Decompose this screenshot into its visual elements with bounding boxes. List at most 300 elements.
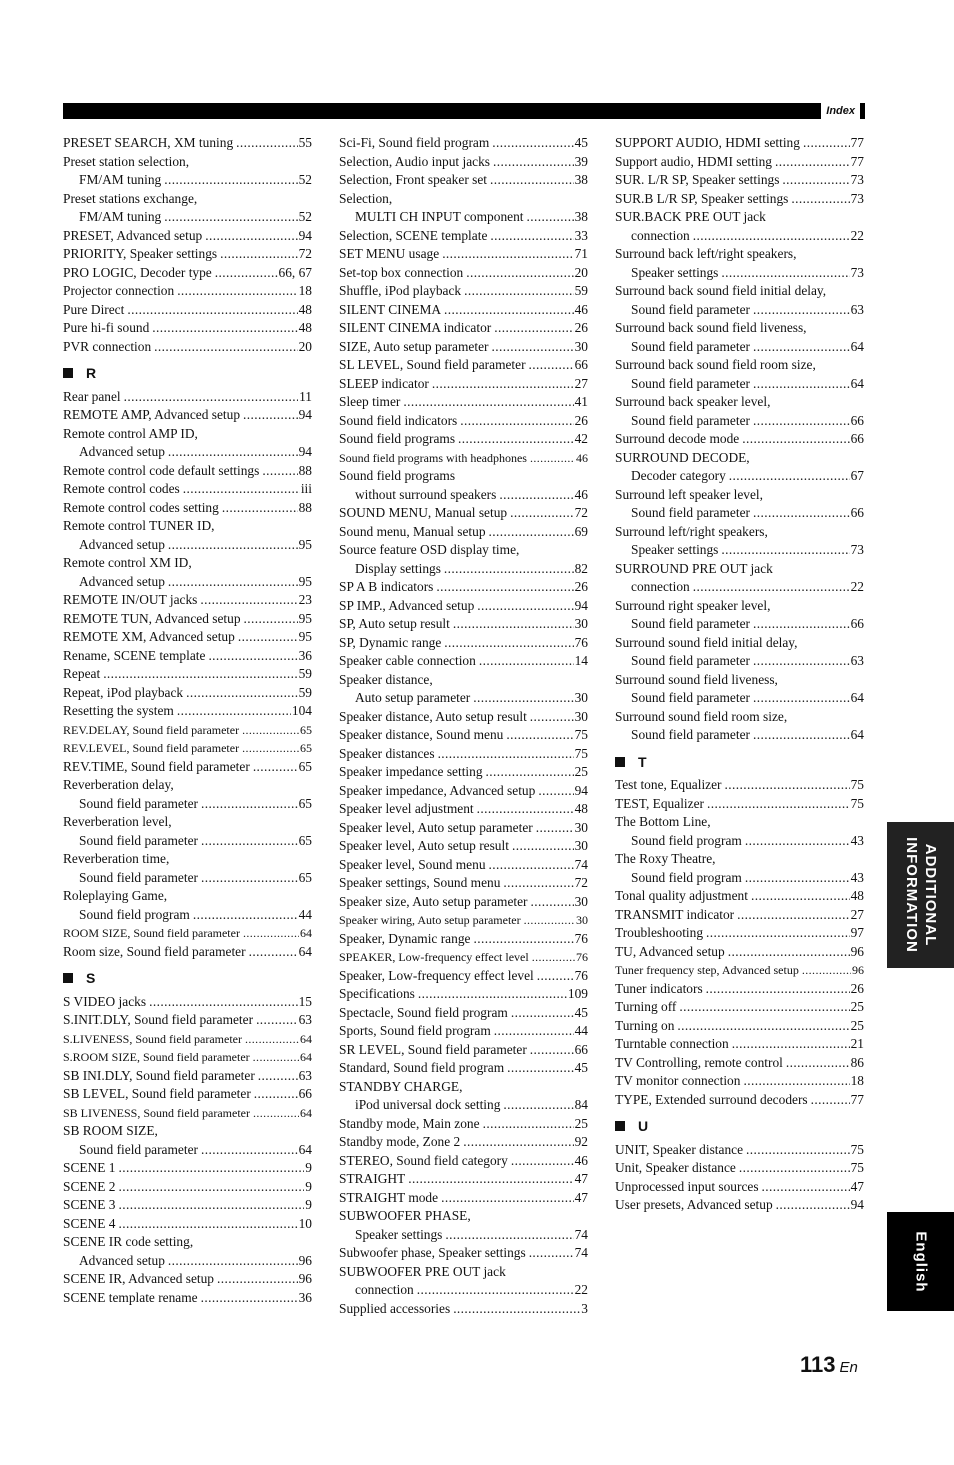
index-entry-page[interactable]: 30 bbox=[576, 913, 588, 927]
index-entry bbox=[63, 301, 312, 320]
index-entry-page[interactable]: 30 bbox=[574, 893, 588, 909]
dot-leader bbox=[530, 1041, 574, 1060]
index-entry-text: Specifications bbox=[339, 986, 415, 1001]
index-entry-page[interactable]: 48 bbox=[850, 888, 864, 903]
index-entry-page[interactable]: 46 bbox=[574, 1152, 588, 1168]
index-entry-page[interactable]: 30 bbox=[574, 708, 588, 724]
index-entry-page[interactable]: 95 bbox=[298, 629, 312, 644]
index-entry-page[interactable]: 45 bbox=[574, 1004, 588, 1020]
index-entry-text: Advanced setup bbox=[79, 536, 165, 552]
index-entry bbox=[339, 282, 588, 301]
index-entry-page[interactable]: 71 bbox=[574, 246, 588, 261]
index-entry-text: Speaker cable connection bbox=[339, 653, 476, 668]
index-entry bbox=[615, 393, 864, 412]
index-entry-page[interactable]: 20 bbox=[298, 338, 312, 354]
index-entry bbox=[339, 1170, 588, 1189]
index-entry-text: Subwoofer phase, Speaker settings bbox=[339, 1245, 526, 1260]
dot-leader bbox=[442, 245, 573, 264]
index-entry-page[interactable]: 63 bbox=[850, 653, 864, 668]
index-entry-page[interactable]: 39 bbox=[574, 153, 588, 169]
index-entry-page[interactable]: 64 bbox=[300, 926, 312, 940]
index-entry-text: SR LEVEL, Sound field parameter bbox=[339, 1041, 527, 1057]
index-entry bbox=[339, 338, 588, 357]
index-entry bbox=[615, 467, 864, 486]
dot-leader bbox=[418, 985, 567, 1004]
index-entry-text: iPod universal dock setting bbox=[355, 1097, 501, 1112]
index-entry-text: SL LEVEL, Sound field parameter bbox=[339, 357, 526, 372]
index-entry bbox=[339, 1022, 588, 1041]
index-entry-page[interactable]: 75 bbox=[574, 727, 588, 742]
index-entry-page[interactable]: 59 bbox=[298, 684, 312, 700]
dot-leader bbox=[262, 462, 297, 481]
index-entry bbox=[615, 208, 864, 227]
index-entry-page[interactable]: 95 bbox=[298, 573, 312, 589]
index-entry-page[interactable]: 72 bbox=[574, 875, 588, 890]
index-entry-page[interactable]: 65 bbox=[298, 869, 312, 885]
dot-leader bbox=[782, 171, 849, 190]
dot-leader bbox=[215, 264, 278, 283]
index-entry-page[interactable]: 64 bbox=[300, 1105, 312, 1120]
index-entry-page[interactable]: 74 bbox=[574, 1245, 588, 1260]
heading-square-icon bbox=[615, 757, 625, 767]
index-entry-page[interactable]: 74 bbox=[574, 856, 588, 872]
index-entry-page[interactable]: 43 bbox=[850, 832, 864, 848]
dot-leader bbox=[729, 467, 850, 486]
index-entry-page[interactable]: 94 bbox=[298, 227, 312, 243]
index-entry-page[interactable]: 30 bbox=[574, 616, 588, 631]
dot-leader bbox=[168, 536, 298, 555]
index-entry-text: Remote control code default settings bbox=[63, 462, 260, 478]
index-entry-page[interactable]: 59 bbox=[298, 666, 312, 681]
index-entry bbox=[615, 301, 864, 320]
index-entry-text: Sound field parameter bbox=[631, 338, 750, 354]
index-entry bbox=[615, 1054, 864, 1073]
index-entry-page[interactable]: 66 bbox=[574, 1041, 588, 1057]
dot-leader bbox=[489, 523, 574, 542]
index-entry-page[interactable]: 96 bbox=[852, 963, 864, 977]
index-entry bbox=[615, 190, 864, 209]
index-entry-page[interactable]: 97 bbox=[850, 925, 864, 940]
index-entry-page[interactable]: 65 bbox=[298, 758, 312, 774]
dot-leader bbox=[168, 1252, 298, 1271]
index-entry-page[interactable]: 38 bbox=[574, 172, 588, 187]
index-entry-text: Sound field parameter bbox=[631, 375, 750, 391]
index-entry-text: SP, Auto setup result bbox=[339, 616, 450, 631]
dot-leader bbox=[503, 874, 573, 893]
index-entry-page[interactable]: 33 bbox=[574, 227, 588, 243]
dot-leader bbox=[786, 1054, 850, 1073]
index-entry-page[interactable]: 64 bbox=[300, 1050, 312, 1064]
dot-leader bbox=[473, 930, 573, 949]
index-entry-page[interactable]: 11 bbox=[299, 388, 312, 404]
index-entry-page[interactable]: 75 bbox=[850, 795, 864, 811]
index-entry-page[interactable]: 77 bbox=[850, 153, 864, 169]
index-entry-page[interactable]: 94 bbox=[298, 444, 312, 459]
index-entry bbox=[339, 393, 588, 412]
index-entry-page[interactable]: 15 bbox=[298, 993, 312, 1009]
index-entry-page[interactable]: 46 bbox=[574, 486, 588, 502]
index-entry-text: PRESET, Advanced setup bbox=[63, 227, 203, 243]
index-entry-page[interactable]: 66 bbox=[850, 505, 864, 520]
index-entry-page[interactable]: 64 bbox=[300, 1031, 312, 1046]
index-entry-page[interactable]: 10 bbox=[298, 1215, 312, 1231]
index-entry-page[interactable]: 63 bbox=[298, 1067, 312, 1083]
index-entry bbox=[63, 721, 312, 740]
index-entry-page[interactable]: 42 bbox=[574, 431, 588, 446]
index-entry bbox=[615, 523, 864, 542]
index-entry bbox=[339, 375, 588, 394]
index-entry-page[interactable]: 75 bbox=[574, 745, 588, 761]
index-entry bbox=[339, 745, 588, 764]
index-entry-text: SUBWOOFER PRE OUT jack bbox=[339, 1263, 506, 1279]
index-entry-page[interactable]: 52 bbox=[298, 172, 312, 187]
index-entry-page[interactable]: 30 bbox=[574, 338, 588, 354]
index-entry-text: Sound field parameter bbox=[79, 869, 198, 885]
index-entry-page[interactable]: 65 bbox=[298, 795, 312, 811]
index-entry-text: SB LEVEL, Sound field parameter bbox=[63, 1086, 251, 1101]
heading-letter: T bbox=[638, 753, 647, 770]
index-entry bbox=[339, 245, 588, 264]
index-entry-text: FM/AM tuning bbox=[79, 209, 162, 224]
index-entry-page[interactable]: 22 bbox=[850, 579, 864, 594]
index-entry-page[interactable]: 48 bbox=[298, 320, 312, 335]
dot-leader bbox=[464, 282, 573, 301]
index-entry-text: Display settings bbox=[355, 560, 441, 576]
dot-leader bbox=[530, 708, 574, 727]
index-column-3 bbox=[615, 134, 864, 1215]
index-entry bbox=[63, 1011, 312, 1030]
index-entry-page[interactable]: 30 bbox=[574, 690, 588, 705]
index-entry-page[interactable]: 76 bbox=[574, 634, 588, 650]
index-entry-page[interactable]: 67 bbox=[850, 468, 864, 483]
index-entry bbox=[615, 171, 864, 190]
index-entry-text: SUPPORT AUDIO, HDMI setting bbox=[615, 135, 800, 150]
index-entry-page[interactable]: 27 bbox=[574, 375, 588, 391]
index-entry-text: Pure Direct bbox=[63, 301, 125, 317]
index-entry-page[interactable]: 76 bbox=[574, 930, 588, 946]
index-entry-page[interactable]: 77 bbox=[850, 1091, 864, 1107]
index-entry-page[interactable]: 25 bbox=[574, 764, 588, 779]
side-tab-info-line-2: INFORMATION bbox=[902, 837, 920, 953]
dot-leader bbox=[728, 943, 850, 962]
index-entry bbox=[63, 610, 312, 629]
index-entry-text: Unit, Speaker distance bbox=[615, 1160, 736, 1175]
index-entry-page[interactable]: 95 bbox=[298, 610, 312, 626]
index-entry-page[interactable]: 94 bbox=[298, 407, 312, 422]
index-entry-page[interactable]: 73 bbox=[850, 172, 864, 187]
index-entry-page[interactable]: 9 bbox=[305, 1178, 312, 1194]
index-entry bbox=[339, 652, 588, 671]
index-entry-page[interactable]: 36 bbox=[298, 1289, 312, 1305]
dot-leader bbox=[524, 911, 575, 930]
index-entry-page[interactable]: 66 bbox=[850, 431, 864, 446]
index-entry-page[interactable]: 48 bbox=[298, 301, 312, 317]
index-entry-page[interactable]: 94 bbox=[850, 1197, 864, 1212]
index-entry-text: Sound menu, Manual setup bbox=[339, 523, 486, 539]
dot-leader bbox=[244, 610, 298, 629]
index-entry-page[interactable]: 47 bbox=[574, 1171, 588, 1186]
index-section-heading bbox=[63, 969, 312, 988]
index-entry-page[interactable]: 26 bbox=[574, 320, 588, 335]
index-entry-page[interactable]: 26 bbox=[574, 579, 588, 594]
index-entry-text: SCENE 1 bbox=[63, 1160, 116, 1175]
index-entry-page[interactable]: 3 bbox=[581, 1300, 588, 1316]
index-entry-page[interactable]: 41 bbox=[574, 394, 588, 409]
dot-leader bbox=[512, 837, 574, 856]
index-entry-page[interactable]: 75 bbox=[850, 777, 864, 792]
index-entry bbox=[615, 578, 864, 597]
index-entry-text: Source feature OSD display time, bbox=[339, 542, 520, 557]
dot-leader bbox=[483, 1115, 574, 1134]
index-entry-text: SCENE 4 bbox=[63, 1215, 116, 1231]
index-entry-text: Sound field indicators bbox=[339, 412, 458, 428]
index-entry-page[interactable]: 96 bbox=[298, 1252, 312, 1268]
index-entry-page[interactable]: 73 bbox=[850, 264, 864, 280]
index-entry-page[interactable]: 64 bbox=[850, 727, 864, 742]
index-entry-page[interactable]: 18 bbox=[298, 283, 312, 298]
index-entry-page[interactable]: 92 bbox=[574, 1134, 588, 1149]
index-entry-text: Selection, Audio input jacks bbox=[339, 153, 490, 169]
heading-letter: R bbox=[86, 365, 97, 381]
dot-leader bbox=[118, 1215, 297, 1234]
index-entry-page[interactable]: 94 bbox=[574, 597, 588, 613]
index-entry bbox=[615, 1035, 864, 1054]
dot-leader bbox=[479, 652, 574, 671]
index-entry-page[interactable]: 94 bbox=[574, 782, 588, 798]
index-entry-page[interactable]: 23 bbox=[298, 592, 312, 607]
index-entry-text: Support audio, HDMI setting bbox=[615, 153, 772, 169]
dot-leader bbox=[486, 763, 574, 782]
index-entry-page[interactable]: 63 bbox=[298, 1012, 312, 1027]
index-entry-page[interactable]: 84 bbox=[574, 1097, 588, 1112]
index-entry bbox=[615, 726, 864, 745]
index-entry bbox=[339, 1041, 588, 1060]
index-entry-page[interactable]: 65 bbox=[300, 722, 312, 737]
index-entry bbox=[339, 948, 588, 967]
index-entry bbox=[63, 1030, 312, 1049]
index-entry-page[interactable]: 72 bbox=[298, 246, 312, 261]
index-entry-page[interactable]: 63 bbox=[850, 301, 864, 317]
index-entry-text: Selection, SCENE template bbox=[339, 227, 488, 243]
index-entry-text: Speaker level adjustment bbox=[339, 801, 474, 816]
dot-leader bbox=[201, 832, 298, 851]
index-entry bbox=[615, 282, 864, 301]
dot-leader bbox=[529, 1244, 574, 1263]
index-entry-text: Reverberation delay, bbox=[63, 777, 174, 792]
index-entry-text: REMOTE IN/OUT jacks bbox=[63, 592, 198, 607]
index-entry-text: Repeat, iPod playback bbox=[63, 684, 184, 700]
index-entry bbox=[63, 1215, 312, 1234]
index-entry-page[interactable]: 95 bbox=[298, 536, 312, 552]
index-entry-page[interactable]: 96 bbox=[850, 943, 864, 959]
dot-leader bbox=[753, 689, 850, 708]
index-entry-page[interactable]: 25 bbox=[850, 1017, 864, 1033]
index-entry-page[interactable]: 25 bbox=[850, 999, 864, 1014]
index-entry-page[interactable]: 66 bbox=[850, 412, 864, 428]
side-tab-additional-information bbox=[887, 822, 954, 968]
index-entry-text: SUR.BACK PRE OUT jack bbox=[615, 209, 766, 224]
index-entry-page[interactable]: 76 bbox=[574, 967, 588, 983]
index-entry-page[interactable]: 82 bbox=[574, 560, 588, 576]
index-entry bbox=[615, 227, 864, 246]
index-entry-page[interactable]: 77 bbox=[850, 135, 864, 150]
index-entry-text: SURROUND DECODE, bbox=[615, 449, 750, 465]
index-entry-text: Speaker settings bbox=[631, 542, 719, 557]
index-entry-page[interactable]: 109 bbox=[567, 986, 588, 1001]
index-entry-page[interactable]: 64 bbox=[298, 1141, 312, 1157]
index-entry-page[interactable]: 73 bbox=[850, 542, 864, 557]
index-entry-text: Test tone, Equalizer bbox=[615, 777, 722, 792]
heading-letter: S bbox=[86, 970, 96, 986]
index-entry-page[interactable]: 52 bbox=[298, 209, 312, 224]
index-entry-page[interactable]: 36 bbox=[298, 647, 312, 663]
index-entry-page[interactable]: 64 bbox=[850, 338, 864, 354]
index-entry bbox=[63, 850, 312, 869]
index-entry-text: Surround back sound field liveness, bbox=[615, 320, 807, 335]
index-entry-page[interactable]: 88 bbox=[298, 499, 312, 515]
index-entry-page[interactable]: 74 bbox=[574, 1226, 588, 1242]
index-entry-page[interactable]: 9 bbox=[305, 1160, 312, 1175]
dot-leader bbox=[693, 227, 850, 246]
index-entry-page[interactable]: 73 bbox=[850, 190, 864, 206]
index-entry-page[interactable]: 47 bbox=[574, 1189, 588, 1205]
index-entry bbox=[339, 1281, 588, 1300]
index-entry-page[interactable]: 64 bbox=[850, 690, 864, 705]
index-entry-page[interactable]: 45 bbox=[574, 135, 588, 150]
index-entry-page[interactable]: 38 bbox=[574, 209, 588, 224]
index-entry bbox=[339, 837, 588, 856]
index-entry-page[interactable]: 27 bbox=[850, 906, 864, 922]
index-entry-text: Remote control AMP ID, bbox=[63, 425, 198, 441]
index-entry-text: Advanced setup bbox=[79, 573, 165, 589]
index-entry-page[interactable]: 55 bbox=[298, 135, 312, 150]
index-entry-page[interactable]: 14 bbox=[574, 653, 588, 668]
index-entry-page[interactable]: 22 bbox=[574, 1282, 588, 1297]
index-entry-page[interactable]: 26 bbox=[574, 412, 588, 428]
index-entry-page[interactable]: 66, 67 bbox=[278, 264, 312, 280]
index-entry bbox=[63, 480, 312, 499]
index-entry bbox=[339, 708, 588, 727]
index-entry-page[interactable]: 66 bbox=[574, 357, 588, 372]
index-column-2 bbox=[339, 134, 588, 1318]
index-entry-page[interactable]: 59 bbox=[574, 283, 588, 298]
index-entry-page[interactable]: 20 bbox=[574, 264, 588, 280]
index-entry bbox=[63, 264, 312, 283]
index-entry-text: REV.LEVEL, Sound field parameter bbox=[63, 741, 240, 755]
index-entry-text: SB ROOM SIZE, bbox=[63, 1123, 158, 1138]
index-entry-text: TU, Advanced setup bbox=[615, 943, 725, 959]
index-entry-page[interactable]: 26 bbox=[850, 980, 864, 996]
index-entry bbox=[63, 702, 312, 721]
index-entry-page[interactable]: 47 bbox=[850, 1178, 864, 1194]
dot-leader bbox=[753, 726, 850, 745]
index-entry-text: SCENE template rename bbox=[63, 1289, 198, 1305]
index-entry bbox=[63, 647, 312, 666]
index-entry-page[interactable]: iii bbox=[300, 481, 312, 496]
index-entry-page[interactable]: 44 bbox=[574, 1023, 588, 1038]
index-entry-page[interactable]: 43 bbox=[850, 869, 864, 885]
index-entry-text: PVR connection bbox=[63, 338, 152, 354]
dot-leader bbox=[706, 924, 850, 943]
index-entry-text: Roleplaying Game, bbox=[63, 888, 168, 903]
index-entry-page[interactable]: 104 bbox=[291, 703, 312, 718]
index-entry-text: TV monitor connection bbox=[615, 1073, 741, 1088]
index-entry bbox=[339, 1152, 588, 1171]
index-entry-page[interactable]: 48 bbox=[574, 801, 588, 816]
index-entry-page[interactable]: 22 bbox=[850, 227, 864, 243]
index-entry-page[interactable]: 18 bbox=[850, 1073, 864, 1088]
dot-leader bbox=[737, 906, 849, 925]
index-entry-text: STRAIGHT mode bbox=[339, 1189, 439, 1205]
dot-leader bbox=[183, 480, 300, 499]
index-entry-page[interactable]: 45 bbox=[574, 1060, 588, 1075]
index-entry-page[interactable]: 64 bbox=[298, 943, 312, 959]
index-entry bbox=[615, 541, 864, 560]
index-entry-page[interactable]: 66 bbox=[298, 1086, 312, 1101]
index-entry-text: Sleep timer bbox=[339, 394, 401, 409]
index-entry-page[interactable]: 88 bbox=[298, 462, 312, 478]
index-entry-page[interactable]: 86 bbox=[850, 1054, 864, 1070]
index-entry-page[interactable]: 21 bbox=[850, 1036, 864, 1051]
index-entry-page[interactable]: 96 bbox=[298, 1271, 312, 1286]
index-entry-page[interactable]: 66 bbox=[850, 616, 864, 631]
index-entry-page[interactable]: 75 bbox=[850, 1160, 864, 1175]
dot-leader bbox=[489, 856, 574, 875]
dot-leader bbox=[438, 745, 574, 764]
dot-leader bbox=[408, 1170, 573, 1189]
dot-leader bbox=[503, 1096, 573, 1115]
dot-leader bbox=[507, 1059, 573, 1078]
index-entry-page[interactable]: 65 bbox=[298, 832, 312, 848]
index-entry-page[interactable]: 44 bbox=[298, 906, 312, 922]
page-language: En bbox=[839, 1359, 858, 1376]
index-entry-page[interactable]: 69 bbox=[574, 523, 588, 539]
index-entry-text: Spectacle, Sound field program bbox=[339, 1004, 508, 1020]
index-entry-page[interactable]: 46 bbox=[574, 301, 588, 317]
index-entry-page[interactable]: 64 bbox=[850, 375, 864, 391]
index-entry-page[interactable]: 65 bbox=[300, 741, 312, 755]
dot-leader bbox=[751, 887, 850, 906]
heading-square-icon bbox=[615, 1121, 625, 1131]
index-entry-text: Sound field parameter bbox=[631, 727, 750, 742]
index-entry-page[interactable]: 9 bbox=[305, 1197, 312, 1212]
index-entry bbox=[615, 504, 864, 523]
index-entry bbox=[615, 943, 864, 962]
index-entry-text: SP, Dynamic range bbox=[339, 634, 442, 650]
dot-leader bbox=[473, 689, 573, 708]
index-entry bbox=[339, 486, 588, 505]
dot-leader bbox=[168, 443, 298, 462]
dot-leader bbox=[463, 1133, 573, 1152]
index-entry bbox=[615, 375, 864, 394]
index-entry bbox=[615, 795, 864, 814]
side-tab-language-label: English bbox=[912, 1230, 929, 1293]
index-entry-page[interactable]: 75 bbox=[850, 1141, 864, 1157]
index-entry-page[interactable]: 72 bbox=[574, 505, 588, 520]
index-entry-text: SIZE, Auto setup parameter bbox=[339, 338, 489, 354]
index-entry-page[interactable]: 30 bbox=[574, 838, 588, 853]
index-entry-page[interactable]: 76 bbox=[576, 950, 588, 964]
index-entry-text: Sound field programs bbox=[339, 468, 456, 483]
index-entry bbox=[63, 776, 312, 795]
index-entry-page[interactable]: 46 bbox=[576, 450, 588, 465]
index-entry-text: PRESET SEARCH, XM tuning bbox=[63, 135, 234, 150]
dot-leader bbox=[762, 1178, 850, 1197]
index-entry-text: Sound field parameter bbox=[631, 301, 750, 317]
index-entry bbox=[615, 560, 864, 579]
index-entry-page[interactable]: 25 bbox=[574, 1115, 588, 1131]
index-entry-page[interactable]: 30 bbox=[574, 819, 588, 835]
